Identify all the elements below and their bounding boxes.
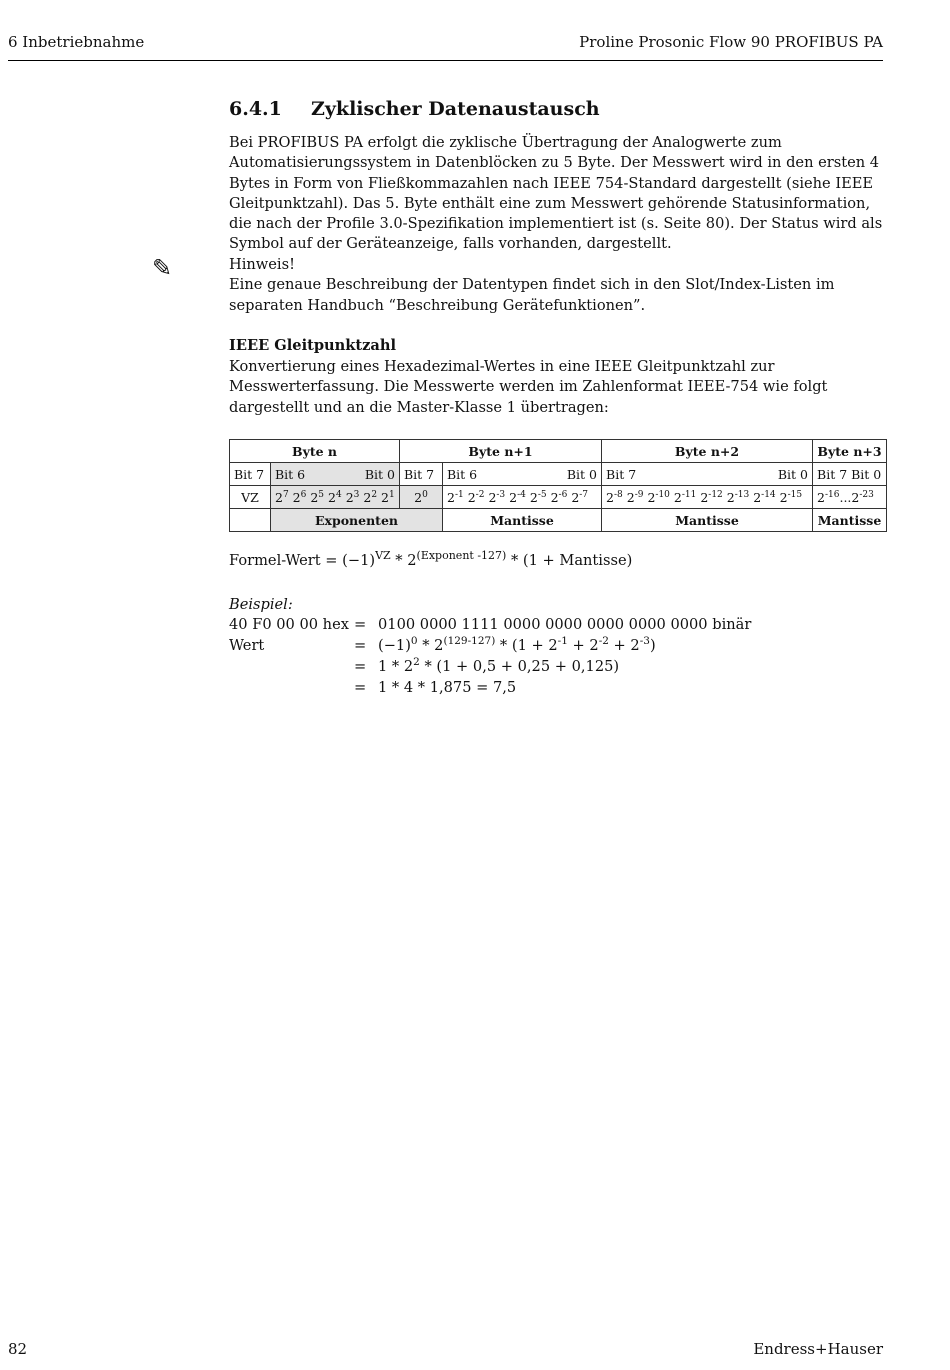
bit-cell: Bit 7	[400, 463, 443, 486]
bit-cell: Bit 7 Bit 0	[813, 463, 887, 486]
bit-cell: Bit 7 Bit 0	[602, 463, 813, 486]
pencil-icon: ✎	[152, 254, 173, 282]
brand-name: Endress+Hauser	[753, 1340, 883, 1358]
mantissa-label: Mantisse	[813, 509, 887, 532]
equals-sign: =	[354, 637, 367, 654]
ieee-paragraph: Konvertierung eines Hexadezimal-Wertes in eine IEEE Gleitpunktzahl zur Messwerterfassung. Die Messwerte werden im Zahlenformat IEEE-754 wie folgt dargestellt und an die Master-Klasse 1 übertragen:	[229, 358, 828, 416]
example-binary-value: 0100 0000 1111 0000 0000 0000 0000 0000 binär	[378, 616, 752, 633]
exponent-label: Exponenten	[271, 509, 443, 532]
ieee-bit-table	[229, 439, 887, 532]
equals-sign: =	[354, 658, 367, 675]
note-block	[229, 255, 889, 316]
exponent-lsb-cell: $2^0$	[400, 486, 443, 509]
equals-sign: =	[354, 679, 367, 696]
mantissa-powers-cell: $2^{-8}$ $2^{-9}$ $2^{-10}$ $2^{-11}$ $2^{-12}$ $2^{-13}$ $2^{-14}$ $2^{-15}$	[602, 486, 813, 509]
example-label: Beispiel:	[229, 596, 293, 613]
ieee-heading: IEEE Gleitpunktzahl	[229, 337, 397, 354]
example-step: $1 * 2^2 * (1 + 0,5 + 0,25 + 0,125)$	[378, 656, 620, 675]
mantissa-label: Mantisse	[443, 509, 602, 532]
table-row	[230, 463, 887, 486]
byte-header: Byte n+3	[813, 440, 887, 463]
byte-header: Byte n+1	[400, 440, 602, 463]
header-chapter: 6 Inbetriebnahme	[8, 33, 145, 51]
table-row	[230, 509, 887, 532]
bit-cell: Bit 7	[230, 463, 271, 486]
table-row	[230, 486, 887, 509]
intro-paragraph: Bei PROFIBUS PA erfolgt die zyklische Übertragung der Analogwerte zum Automatisierungssystem in Datenblöcken zu 5 Byte. Der Messwert wird in den ersten 4 Bytes in Form von Fließkommazahlen nach IEEE 754-Standard dargestellt (siehe IEEE Gleitpunktzahl). Das 5. Byte enthält eine zum Messwert gehörende Statusinformation, die nach der Profile 3.0-Spezifikation implementiert ist (s. Seite 80). Der Status wird als Symbol auf der Geräteanzeige, falls vorhanden, dargestellt.	[229, 134, 883, 253]
empty-cell	[230, 509, 271, 532]
mantissa-powers-cell: $2^{-1}$ $2^{-2}$ $2^{-3}$ $2^{-4}$ $2^{-5}$ $2^{-6}$ $2^{-7}$	[443, 486, 602, 509]
section-title: Zyklischer Datenaustausch	[311, 98, 600, 120]
sign-cell: VZ	[230, 486, 271, 509]
mantissa-powers-cell: $2^{-16}...2^{-23}$	[813, 486, 887, 509]
example-hex-key: 40 F0 00 00 hex	[229, 616, 349, 633]
note-label: Hinweis!	[229, 256, 295, 273]
section-number: 6.4.1	[229, 98, 282, 120]
example-step: $(-1)^0 * 2^{(129-127)} * (1 + 2^{-1} + 2^{-2} + 2^{-3})$	[378, 635, 656, 654]
exponent-powers-cell: $2^7$ $2^6$ $2^5$ $2^4$ $2^3$ $2^2$ $2^1$	[271, 486, 400, 509]
equals-sign: =	[354, 616, 367, 633]
example-wert-key: Wert	[229, 637, 265, 654]
header-product: Proline Prosonic Flow 90 PROFIBUS PA	[579, 33, 883, 51]
header-rule	[8, 60, 883, 61]
mantissa-label: Mantisse	[602, 509, 813, 532]
note-text: Eine genaue Beschreibung der Datentypen findet sich in den Slot/Index-Listen im separaten Handbuch “Beschreibung Gerätefunktionen”.	[229, 276, 835, 314]
bit-cell: Bit 6 Bit 0	[271, 463, 400, 486]
section-heading	[229, 98, 600, 120]
table-row	[230, 440, 887, 463]
byte-header: Byte n+2	[602, 440, 813, 463]
bit-cell: Bit 6 Bit 0	[443, 463, 602, 486]
byte-header: Byte n	[230, 440, 400, 463]
formula: Formel-Wert = $(-1)^{VZ} * 2^{(Exponent -127)} * (1$ + Mantisse)	[229, 549, 633, 569]
page-number: 82	[8, 1340, 28, 1358]
example-result: 1 * 4 * 1,875 = 7,5	[378, 679, 517, 696]
